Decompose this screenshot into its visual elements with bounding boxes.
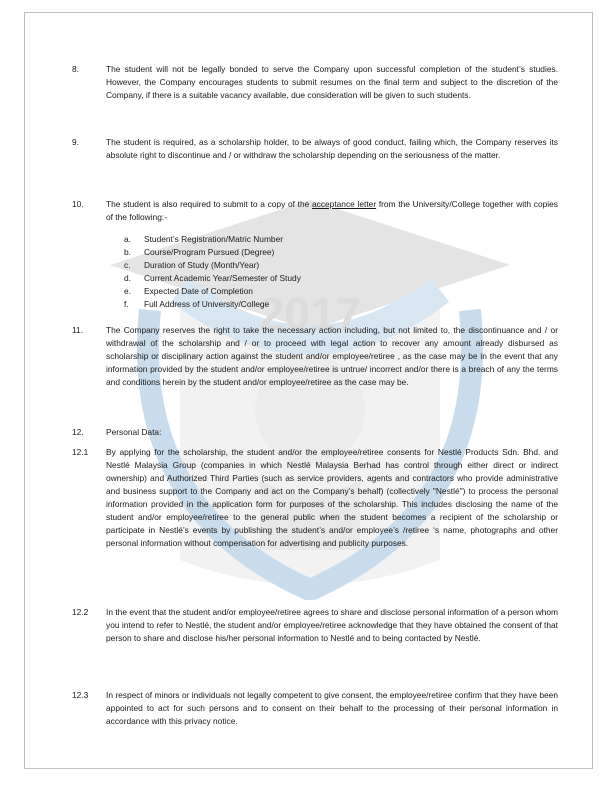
clause-12-1 xyxy=(72,446,558,550)
clause-number: 8. xyxy=(72,64,79,74)
clause-text: The student is also required to submit to a copy of the acceptance letter from the University/College together with copies of the following:- xyxy=(106,199,558,222)
list-item: a. Student’s Registration/Matric Number xyxy=(124,234,284,244)
clause-text: In the event that the student and/or employee/retiree agrees to share and disclose personal information of a person whom you intend to refer to Nestlé, the student and/or employee/retiree acknowledge that they have obtained the consent of that person to share and disclose his/her personal information to Nestlé and to being contacted by Nestlé. xyxy=(106,607,558,643)
list-item: d. Current Academic Year/Semester of Study xyxy=(124,273,301,283)
clause-number: 12.1 xyxy=(72,447,89,457)
clause-number: 10. xyxy=(72,199,84,209)
clause-9 xyxy=(72,136,558,162)
clause-text: The student is required, as a scholarship holder, to be always of good conduct, failing which, the Company reserves its absolute right to discontinue and / or withdraw the scholarship depending on the seriousness of the matter. xyxy=(106,137,558,160)
clause-12-3 xyxy=(72,689,558,728)
clause-number: 11. xyxy=(72,325,84,335)
clause-text: By applying for the scholarship, the student and/or the employee/retiree consents for Nestlé Products Sdn. Bhd. and Nestlé Malaysia Group (companies in which Nestlé Malaysia Berhad has control through either direct or indirect ownership) and Authorized Third Parties (such as service providers, agents and contractors who provide administrative and business support to the Company and act on the Company’s behalf) (collectively "Nestlé") to process the personal information provided in the application form for purposes of the scholarship. This includes disclosing the name of the student and/or employee/retiree to the general public when the student becomes a recipient of the scholarship or participate in Nestlé’s events by publishing the student’s and/or employee’s /retiree ‘s name, photographs and other personal information without compensation for advertising and publicity purposes. xyxy=(106,447,558,548)
clause-10 xyxy=(72,198,558,224)
list-item: e. Expected Date of Completion xyxy=(124,286,253,296)
list-item: b. Course/Program Pursued (Degree) xyxy=(124,247,275,257)
document-list xyxy=(124,233,424,311)
clause-text: Personal Data: xyxy=(106,427,162,437)
clause-12-2 xyxy=(72,606,558,645)
clause-number: 12. xyxy=(72,427,84,437)
clause-text: The Company reserves the right to take the necessary action including, but not limited to, the discontinuance and / or withdrawal of the scholarship and / or to proceed with legal action to recover any amount already disbursed as scholarship or disciplinary action against the student and/or employee/retiree , as the case may be in the event that any information provided by the student and/or employee/retiree is untrue/ incorrect and/or there is a breach of any the terms and conditions herein by the student and/or employee/retiree as the case may be. xyxy=(106,325,558,387)
clause-text: The student will not be legally bonded to serve the Company upon successful completion of the student’s studies. However, the Company encourages students to submit resumes on the final term and subject to the discretion of the Company, if there is a suitable vacancy available, due consideration will be given to such students. xyxy=(106,64,558,100)
list-item: f. Full Address of University/College xyxy=(124,299,270,309)
clause-number: 12.3 xyxy=(72,690,89,700)
watermark-year: 2017 xyxy=(258,288,362,340)
clause-text: In respect of minors or individuals not legally competent to give consent, the employee/retiree confirm that they have been appointed to act for such persons and to consent on their behalf to the processing of their personal information in accordance with this privacy notice. xyxy=(106,690,558,726)
list-item: c. Duration of Study (Month/Year) xyxy=(124,260,260,270)
acceptance-letter-link: acceptance letter xyxy=(311,199,377,209)
clause-11 xyxy=(72,324,558,389)
clause-12 xyxy=(72,426,558,439)
clause-number: 9. xyxy=(72,137,79,147)
clause-8 xyxy=(72,63,558,102)
clause-number: 12.2 xyxy=(72,607,89,617)
